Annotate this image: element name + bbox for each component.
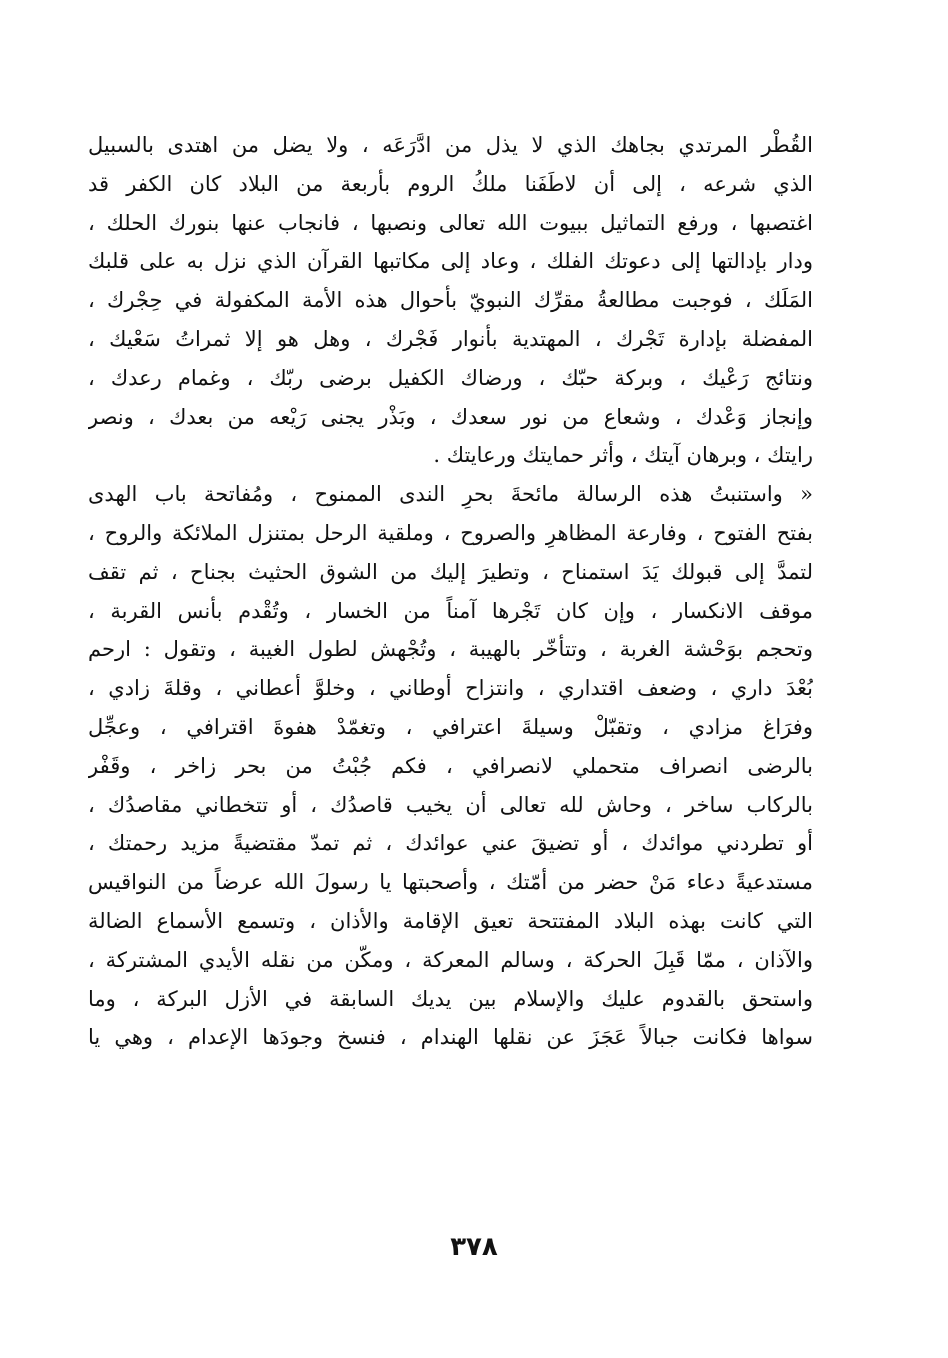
paragraph-2 [88, 475, 813, 1057]
page-number: ٣٧٨ [450, 1232, 498, 1262]
text-line: لتمدَّ إلى قبولك يَدَ استمناح ، وتطيرَ إليك من الشوق الحثيث بجناح ، ثم تقف [88, 559, 813, 584]
text-line: الذي شرعه ، إلى أن لاطَفَنا ملكُ الروم بأربعة من البلاد كان الكفر قد [88, 171, 813, 196]
text-line: موقف الانكسار ، وإن كان تَجْرها آمناً من الخسار ، وتُقْدم بأنس القربة ، [88, 598, 813, 623]
text-line: ونتائج رَعْيك ، وبركة حبّك ، ورضاك الكفيل برضى ربّك ، وغمام رعدك ، [88, 365, 813, 390]
text-line: والآذان ، ممّا قَبِلَ الحركة ، وسالم المعركة ، ومكّن من نقله الأيدي المشتركة ، [88, 947, 813, 972]
text-line: ودار بإدالتها إلى دعوتك الفلك ، وعاد إلى مكاتبها القرآن الذي نزل به على قلبك [88, 249, 813, 274]
text-line: بُعْدَ داري ، وضعف اقتداري ، وانتزاح أوطاني ، وخلوَّ أعطاني ، وقلةَ زادي ، [88, 676, 813, 701]
text-line: التي كانت بهذه البلاد المفتتحة تعيق الإقامة والأذان ، وتسمع الأسماع الضالة [88, 908, 813, 933]
text-line: مستدعيةً دعاء مَنْ حضر من أمّتك ، وأصحبتها يا رسولَ الله عرضاً من النواقيس [88, 870, 813, 895]
body-text [88, 126, 813, 1057]
paragraph-1 [88, 126, 813, 475]
text-line: اغتصبها ، ورفع التماثيل ببيوت الله تعالى ونصبها ، فانجاب عنها بنورك الحلك ، [88, 210, 813, 235]
text-line: المَلَك ، فوجبت مطالعةُ مقرِّك النبويّ بأحوال هذه الأمة المكفولة في حِجْرك ، [88, 288, 813, 313]
text-line: بالركاب ساخر ، وحاش لله تعالى أن يخيب قاصدُك ، أو تتخطاني مقاصدُك ، [88, 792, 813, 817]
text-line: بالرضى انصراف متحملي لانصرافي ، فكم جُبْتُ من بحر زاخر ، وقَفْر [88, 753, 813, 778]
text-line: وفرَاغ مزادي ، وتقبّلْ وسيلةَ اعترافي ، وتغمّدْ هفوةَ اقترافي ، وعجِّل [88, 714, 813, 739]
text-line: وإنجاز وَعْدك ، وشعاع من نور سعدك ، وبَذْر يجنى رَيْعه من بعدك ، ونصر [88, 404, 813, 429]
text-line: رايتك ، وبرهان آيتك ، وأثر حمايتك ورعايتك . [433, 443, 813, 468]
text-line: سواها فكانت جبالاً عَجَزَ عن نقلها الهندام ، فنسخ وجودَها الإعدام ، وهي يا [88, 1025, 813, 1050]
text-line: واستحق بالقدوم عليك والإسلام بين يديك السابقة في الأزل البركة ، وما [88, 986, 813, 1011]
text-line: « واستنبتُ هذه الرسالة مائحةَ بحرِ الندى الممنوح ، ومُفاتحة باب الهدى [88, 482, 813, 507]
text-line: المفضلة بإدارة تَجْرك ، المهتدية بأنوار فَجْرك ، وهل هو إلا ثمراتُ سَعْيك ، [88, 326, 813, 351]
text-line: أو تطردني موائدك ، أو تضيقَ عني عوائدك ، ثم تمدّ مقتضيةً مزيد رحمتك ، [88, 831, 813, 856]
text-line: بفتح الفتوح ، وفارعة المظاهرِ والصروح ، وملقية الرحل بمتنزل الملائكة والروح ، [88, 520, 813, 545]
text-line: القُطْر المرتدي بجاهك الذي لا يذل من ادَّرَعَه ، ولا يضل من اهتدى بالسبيل [88, 133, 813, 157]
text-line: وتحجم بوَحْشة الغربة ، وتتأخّر بالهيبة ، وتُجْهش لطول الغيبة ، وتقول : ارحم [88, 637, 813, 662]
